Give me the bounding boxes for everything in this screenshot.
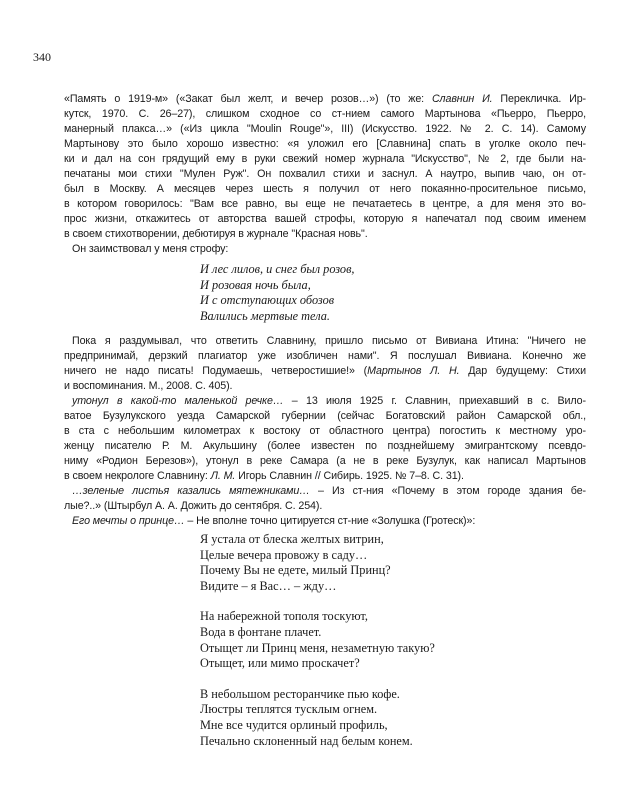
text-line: прос жизни, откажитесь от авторства вашей строфы, которую я напечатал под своим именем xyxy=(64,213,586,225)
text-line: Пока я раздумывал, что ответить Славнину, пришло письмо от Вивиана Итина: "Ничего не xyxy=(72,335,586,347)
text-line: лые?..» (Штырбул А. А. Дожить до сентября. С. 254). xyxy=(64,500,323,512)
text-span: – Из ст-ния «Почему в этом городе здания бе- xyxy=(309,485,586,497)
text-line: женцу писателю Р. М. Акульшину (более известен по позднейшему эмигрантскому псевдо- xyxy=(64,440,586,452)
text-span: «Память о 1919-м» («Закат был желт, и вечер розов…») (то же: xyxy=(64,93,432,105)
author-ref: Мартынов Л. Н. xyxy=(367,365,460,377)
poem-quatrain xyxy=(200,262,355,324)
text-line: ки и дал на сон грядущий ему в руки свежий номер журнала "Искусство", № 2, где были на- xyxy=(64,153,586,165)
text-span: Перекличка. Ир- xyxy=(492,93,586,105)
page-number: 340 xyxy=(33,50,51,64)
commentary-text xyxy=(64,92,586,257)
poem-line: Печально склоненный над белым конем. xyxy=(200,733,413,748)
poem-line: Валились мертвые тела. xyxy=(200,308,330,323)
text-line: печатаны мои стихи "Мулен Руж". Он похвалил стихи и заснул. А наутро, выпив чаю, он от- xyxy=(64,168,586,180)
poem-line: И с отступающих обозов xyxy=(200,293,335,308)
text-span: – 13 июля 1925 г. Славнин, приехавший в с. Вило- xyxy=(283,395,586,407)
text-line: манерный плакса…» («Из цикла "Moulin Rouge"», III) (Искусство. 1922. № 2. С. 14). Самому xyxy=(64,123,586,135)
text-line: в ста с небольшим километрах к востоку от областного центра) погостить к местному уро- xyxy=(64,425,586,437)
text-line: ниму «Родион Березов»), утонул в реке Самара (а не в реке Бузулук, как написал Мартынов xyxy=(64,455,586,467)
text-span: – Не вполне точно цитируется ст-ние «Золушка (Гротеск)»: xyxy=(184,515,476,527)
poem-line: И лес лилов, и снег был розов, xyxy=(200,262,355,276)
text-line: и воспоминания. М., 2008. С. 405). xyxy=(64,380,233,392)
lemma: …зеленые листья казались мятежниками… xyxy=(72,485,310,497)
poem-zolushka xyxy=(200,532,435,749)
text-span: Игорь Славнин // Сибирь. 1925. № 7–8. С. 31). xyxy=(235,470,464,482)
poem-line: В небольшом ресторанчике пью кофе. xyxy=(200,686,400,701)
text-line: в своем стихотворении, дебютируя в журнале "Красная новь". xyxy=(64,228,368,240)
lemma: утонул в какой-то маленькой речке… xyxy=(72,395,284,407)
text-line: предпринимай, дерзкий плагиатор уже изобличен нами". Я послушал Вивиана. Конечно же xyxy=(64,350,586,362)
stanza-gap xyxy=(200,594,435,609)
text-line: Он заимствовал у меня строфу: xyxy=(72,243,229,255)
text-span: в своем некрологе Славнину: xyxy=(64,470,211,482)
text-line xyxy=(64,394,586,409)
text-line xyxy=(64,92,586,107)
poem-line: Почему Вы не едете, милый Принц? xyxy=(200,563,391,578)
text-line xyxy=(64,364,586,379)
text-line xyxy=(64,469,586,484)
text-line: кутск, 1970. С. 26–27), слишком сходное со ст-нием самого Мартынова «Пьерро, Пьерро, xyxy=(64,108,586,120)
poem-line: На набережной тополя тоскуют, xyxy=(200,609,368,624)
text-line: Мартынову это было хорошо известно: «я уложил его [Славнина] спать в уголке около печ- xyxy=(64,138,586,150)
poem-line: Я устала от блеска желтых витрин, xyxy=(200,532,384,546)
poem-line: Мне все чудится орлиный профиль, xyxy=(200,717,388,732)
text-line: в котором говорилось: "Вам все равно, вы еще не печатаетесь в центре, а для меня это во- xyxy=(64,198,586,210)
text-line xyxy=(64,484,586,499)
poem-line: Отыщет, или мимо проскачет? xyxy=(200,656,360,671)
text-span: Дар будущему: Стихи xyxy=(459,365,586,377)
text-line xyxy=(64,514,586,529)
poem-line: Люстры теплятся тусклым огнем. xyxy=(200,702,378,717)
poem-line: Видите – я Вас… – жду… xyxy=(200,578,337,593)
lemma: Его мечты о принце… xyxy=(72,515,185,527)
poem-line: И розовая ночь была, xyxy=(200,277,311,292)
poem-line: Отыщет ли Принц меня, незаметную такую? xyxy=(200,640,435,655)
text-line: был в Москву. А месяцев через шесть я получил от него покаянно-просительное письмо, xyxy=(64,183,586,195)
text-line: ватое Бузулукского уезда Самарской губернии (сейчас Богатовский район Самарской обл., xyxy=(64,410,586,422)
commentary-text-2 xyxy=(64,334,586,529)
stanza-gap xyxy=(200,672,435,687)
poem-line: Вода в фонтане плачет. xyxy=(200,624,322,639)
author-ref: Славнин И. xyxy=(431,93,493,105)
author-ref: Л. М. xyxy=(210,470,236,482)
text-span: ничего не надо писать! Подумаешь, четверостишие!» ( xyxy=(64,365,368,377)
poem-line: Целые вечера провожу в саду… xyxy=(200,547,368,562)
